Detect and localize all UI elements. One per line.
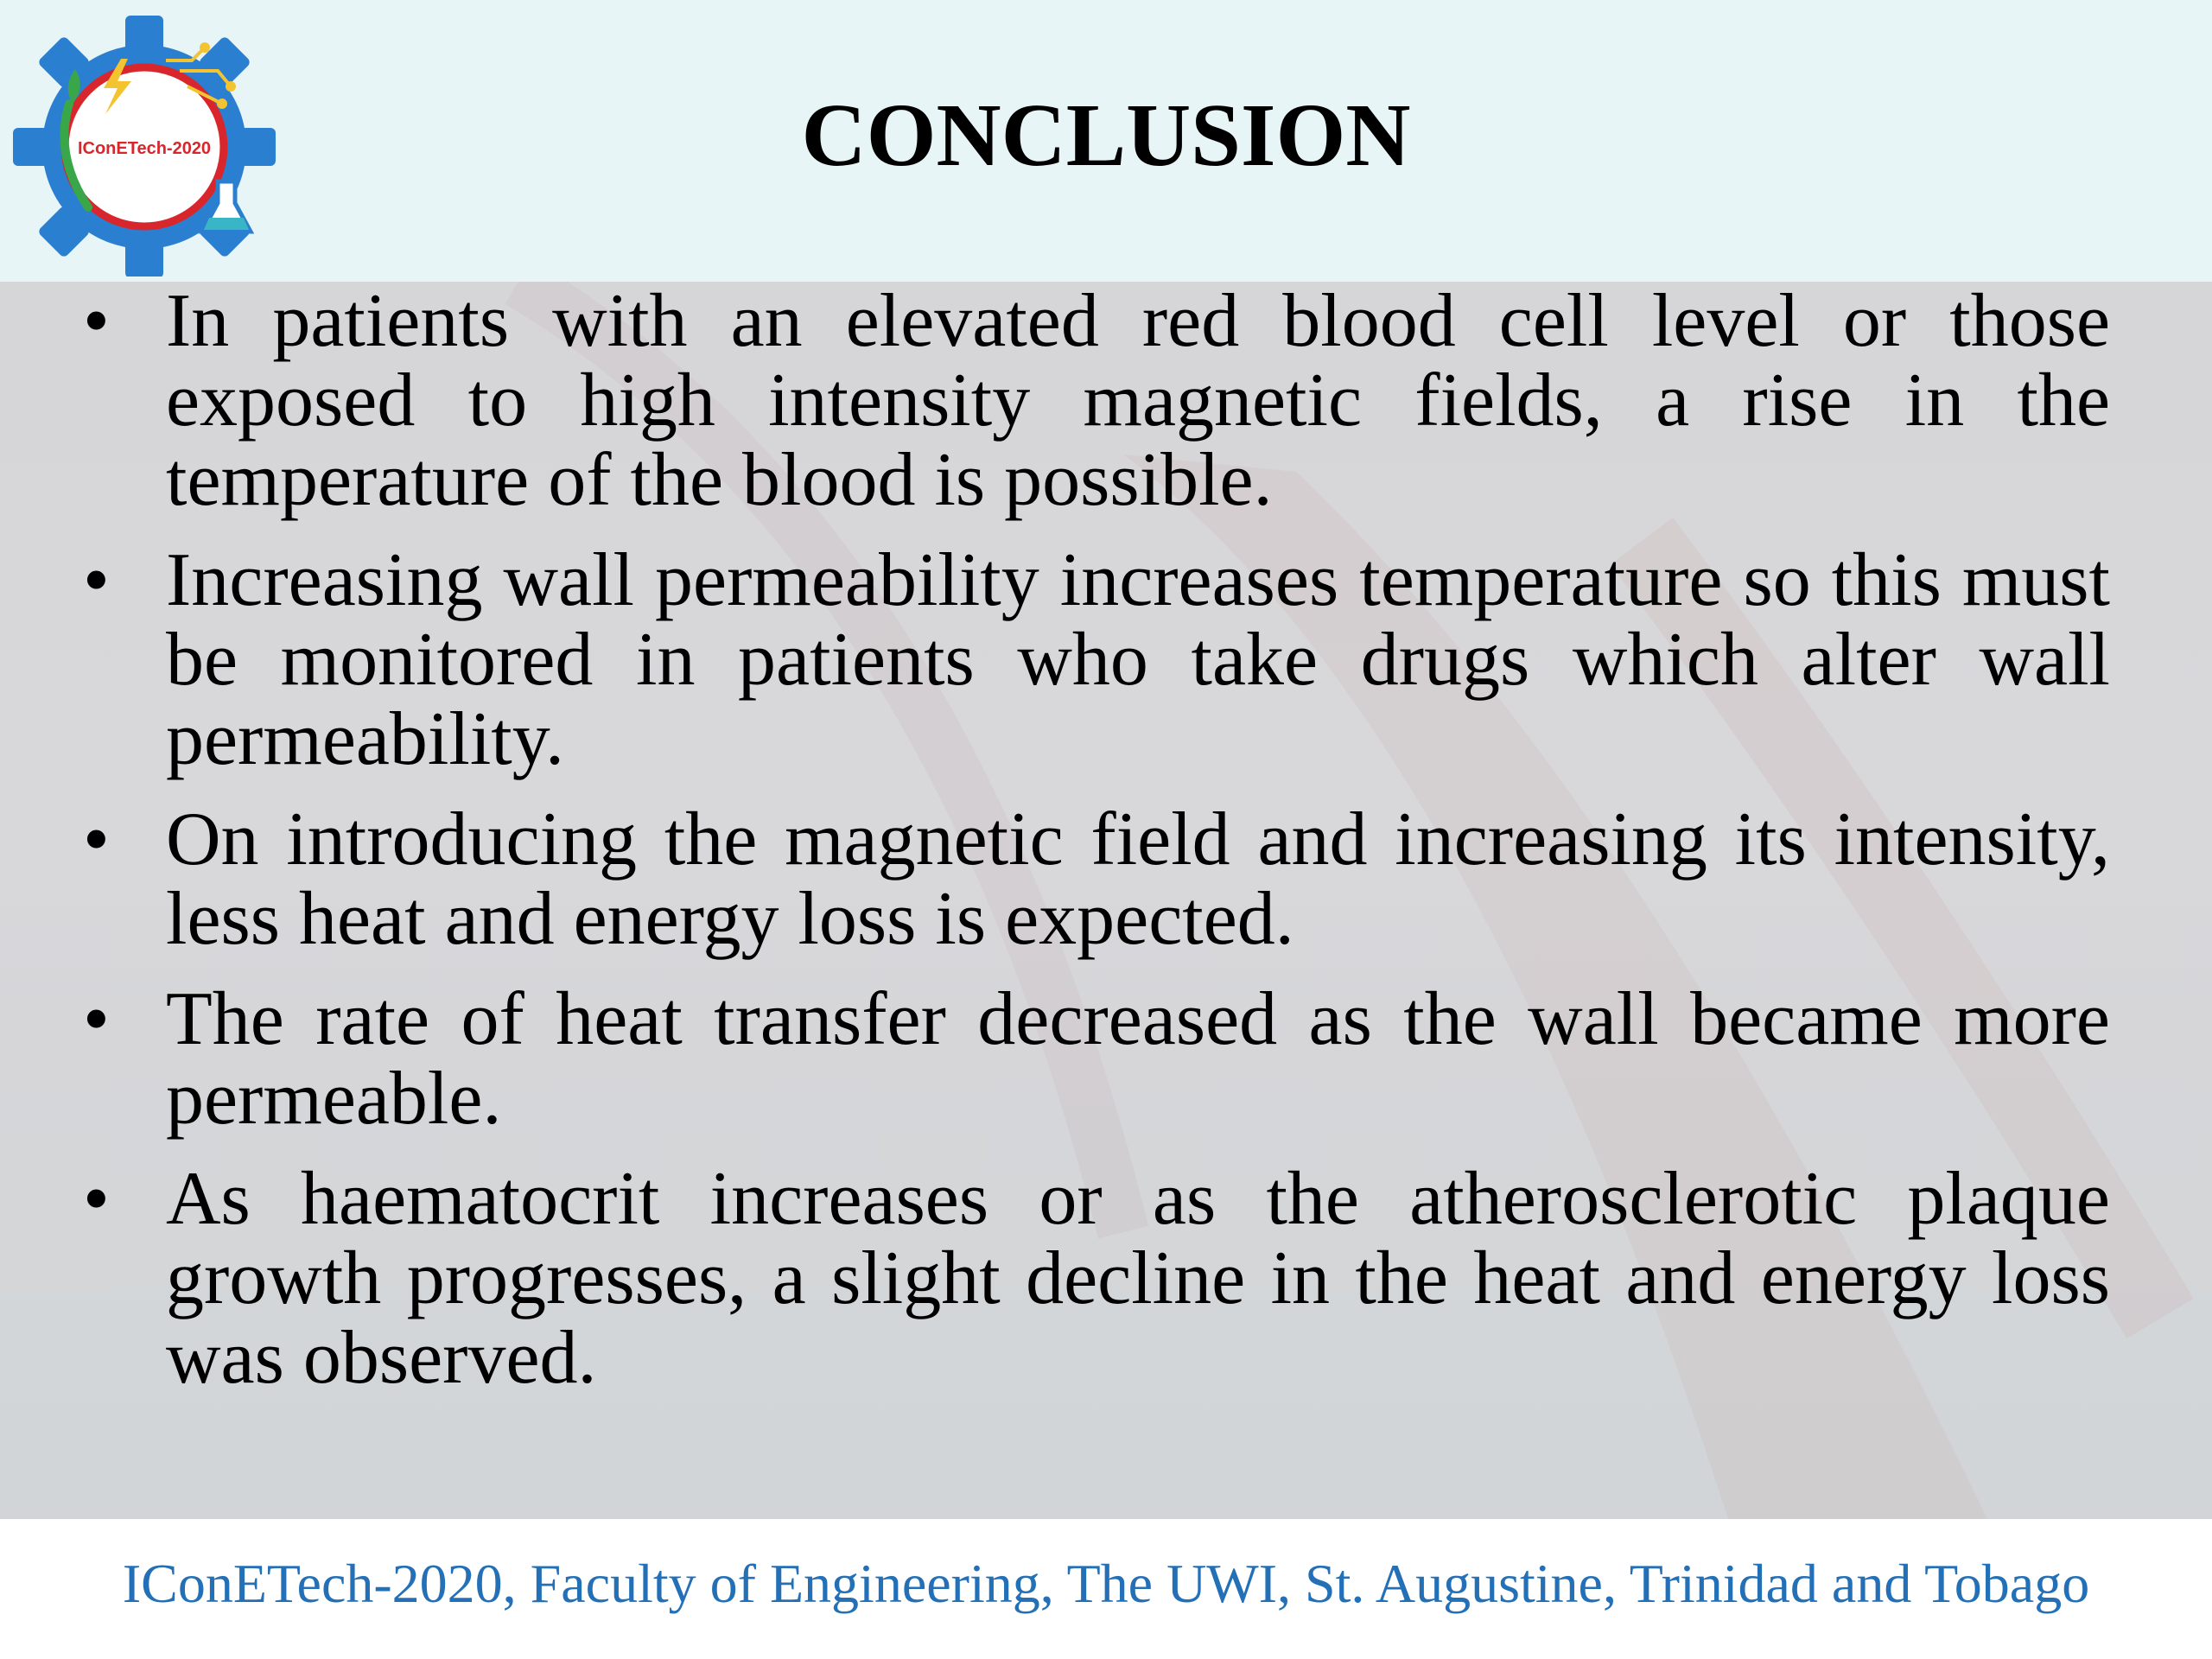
conclusion-text: As haematocrit increases or as the atherosclerotic plaque growth progresses, a slight decline in the heat and energy loss was observed. [166, 1157, 2110, 1400]
conclusion-item [78, 800, 2110, 959]
bullet-marker: • [83, 282, 110, 363]
slide-footer [0, 1519, 2212, 1659]
conclusion-list [78, 282, 2110, 1419]
footer-text: IConETech-2020, Faculty of Engineering, The UWI, St. Augustine, Trinidad and Tobago [122, 1553, 2090, 1614]
logo-text: IConETech-2020 [77, 139, 212, 158]
bullet-marker: • [83, 1157, 110, 1241]
conclusion-text: Increasing wall permeability increases temperature so this must be monitored in patients who take drugs which alter wall permeability. [166, 538, 2110, 781]
bullet-marker: • [83, 538, 110, 622]
slide-body [0, 282, 2212, 1519]
conclusion-text: On introducing the magnetic field and increasing its intensity, less heat and energy loss is expected. [166, 798, 2110, 961]
slide-header [0, 0, 2212, 282]
conclusion-text: In patients with an elevated red blood cell level or those exposed to high intensity magnetic fields, a rise in the temperature of the blood is possible. [166, 282, 2110, 522]
slide-title: CONCLUSION [801, 86, 1411, 185]
conclusion-item [78, 1157, 2110, 1400]
bullet-marker: • [83, 798, 110, 881]
bullet-marker: • [83, 977, 110, 1061]
conclusion-item [78, 977, 2110, 1141]
conclusion-text: The rate of heat transfer decreased as the wall became more permeable. [166, 977, 2110, 1141]
conclusion-item [78, 538, 2110, 781]
conclusion-item [78, 282, 2110, 520]
